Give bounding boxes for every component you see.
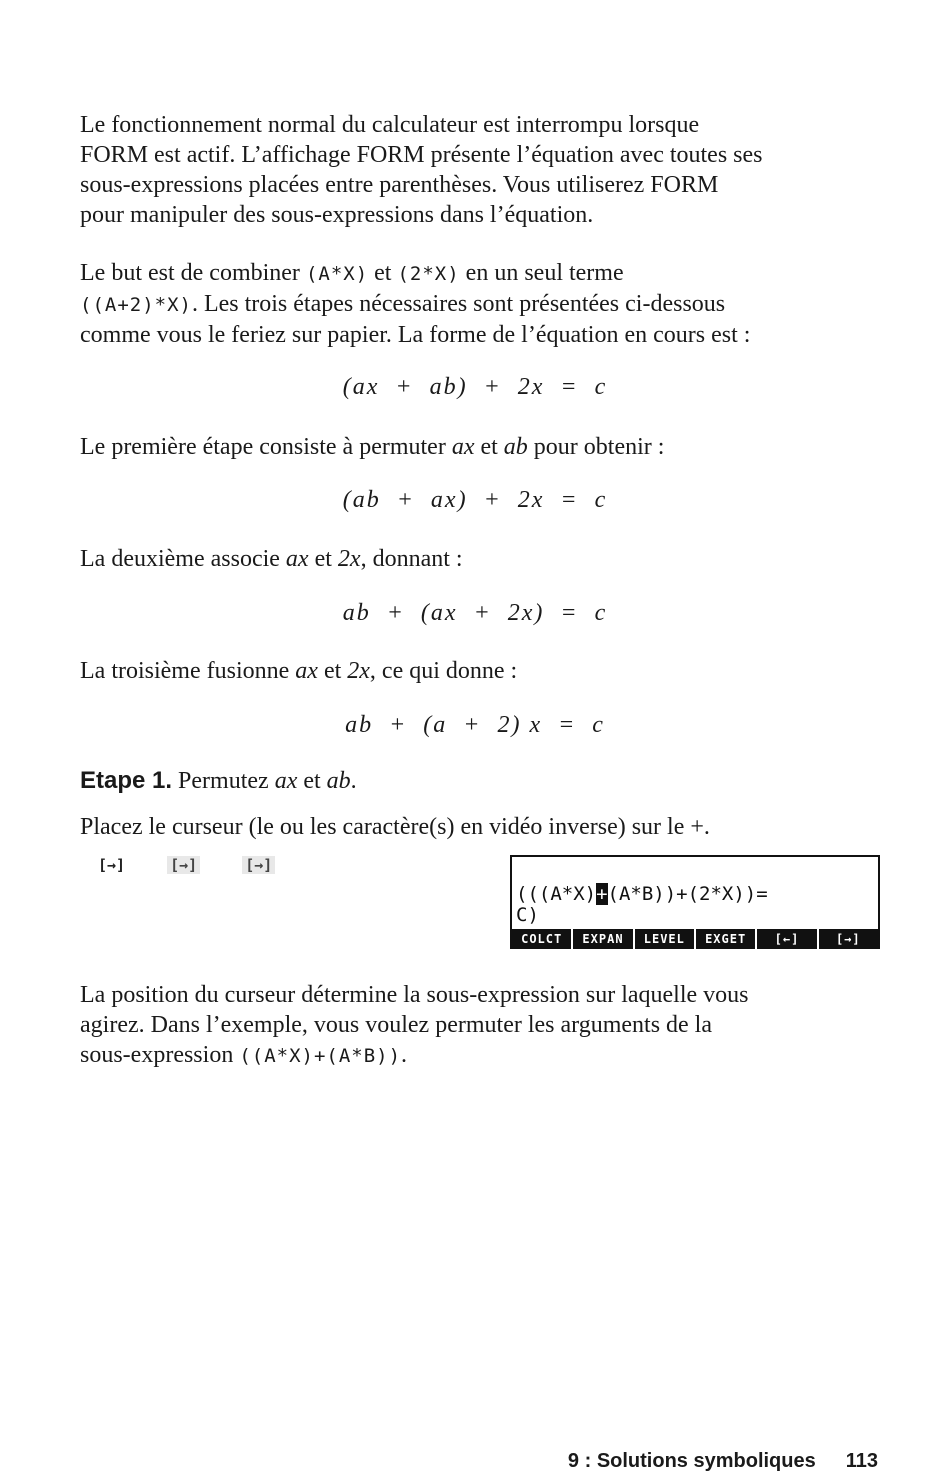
display-line-2: C) (516, 904, 539, 926)
goal-paragraph (80, 258, 880, 350)
text-fragment: La deuxième associe (80, 546, 286, 572)
text-fragment: , donnant : (360, 546, 463, 572)
text-fragment: Le première étape consiste à permuter (80, 434, 452, 460)
calculator-display (510, 855, 880, 949)
softkey-right: [→] (819, 929, 878, 949)
text-fragment: Permutez (172, 768, 275, 794)
cursor-instruction: Placez le curseur (le ou les caractère(s) en vidéo inverse) sur le +. (80, 814, 710, 840)
text-fragment: La troisième fusionne (80, 658, 296, 684)
text-fragment: et (368, 260, 398, 286)
variable: ax (295, 658, 318, 684)
code-fragment: ((A+2)*X) (80, 294, 192, 316)
page-number: 113 (845, 1450, 878, 1472)
key-sequence (98, 856, 275, 874)
code-fragment: ((A*X)+(A*B)) (239, 1045, 402, 1067)
step-label: Etape 1. (80, 767, 173, 794)
equation-text: (ab + ax) + 2x = c (342, 487, 608, 513)
chapter-title: 9 : Solutions symboliques (567, 1450, 816, 1472)
text-fragment: et (308, 546, 338, 572)
text-fragment: sous-expression (80, 1042, 240, 1068)
code-fragment: (2*X) (397, 263, 460, 285)
step1-description (80, 432, 880, 462)
variable: ax (285, 546, 309, 572)
equation-3 (0, 600, 950, 627)
text-fragment: . Les trois étapes nécessaires sont présentées ci-dessous (191, 291, 726, 317)
variable: ab (326, 768, 351, 794)
display-text: (A*B))+(2*X))= (607, 883, 768, 905)
text-fragment: et (317, 658, 348, 684)
goal-line-2 (80, 289, 880, 320)
variable: ax (274, 768, 298, 794)
right-arrow-key: [→] (167, 856, 200, 874)
equation-text: ab + (a + 2) x = c (345, 712, 605, 738)
closing-paragraph (80, 980, 880, 1071)
display-text: (((A*X) (516, 883, 597, 905)
softkey-menu (512, 929, 878, 949)
softkey-left: [←] (757, 929, 816, 949)
page-footer (568, 1450, 878, 1473)
intro-line: sous-expressions placées entre parenthèses. Vous utiliserez FORM (80, 172, 719, 198)
intro-line: FORM est actif. L’affichage FORM présente l’équation avec toutes ses (80, 142, 763, 168)
text-fragment: pour obtenir : (527, 434, 665, 460)
variable: ab (503, 434, 528, 460)
step2-description (80, 544, 880, 574)
text-fragment: et (297, 768, 327, 794)
variable: 2x (347, 658, 370, 684)
variable: ax (451, 434, 475, 460)
text-fragment: en un seul terme (459, 260, 624, 286)
equation-text: (ax + ab) + 2x = c (342, 374, 608, 400)
intro-paragraph (80, 110, 880, 230)
goal-line-1 (80, 258, 880, 289)
code-fragment: (A*X) (305, 263, 369, 285)
intro-line: pour manipuler des sous-expressions dans l’équation. (80, 202, 594, 228)
closing-line (80, 1040, 880, 1071)
etape-heading (80, 766, 880, 796)
text-fragment: . (350, 768, 357, 794)
cursor-highlight: + (596, 883, 608, 905)
equation-2 (0, 487, 950, 514)
equation-4 (0, 712, 950, 739)
equation-text: ab + (ax + 2x) = c (342, 600, 608, 626)
closing-line: agirez. Dans l’exemple, vous voulez permuter les arguments de la (80, 1012, 713, 1038)
text-fragment: . (401, 1042, 408, 1068)
softkey-colct: COLCT (512, 929, 571, 949)
closing-line: La position du curseur détermine la sous-expression sur laquelle vous (80, 982, 749, 1008)
right-arrow-key: [→] (98, 856, 126, 874)
equation-1 (0, 374, 950, 401)
step3-description (80, 656, 880, 686)
intro-line: Le fonctionnement normal du calculateur est interrompu lorsque (80, 112, 700, 138)
right-arrow-key: [→] (242, 856, 275, 874)
display-line-1 (516, 883, 768, 905)
softkey-expan: EXPAN (573, 929, 632, 949)
goal-line-3: comme vous le feriez sur papier. La forme de l’équation en cours est : (80, 322, 751, 348)
variable: 2x (337, 546, 361, 572)
text-fragment: , ce qui donne : (369, 658, 518, 684)
softkey-level: LEVEL (635, 929, 694, 949)
text-fragment: Le but est de combiner (80, 260, 306, 286)
softkey-exget: EXGET (696, 929, 755, 949)
text-fragment: et (474, 434, 504, 460)
